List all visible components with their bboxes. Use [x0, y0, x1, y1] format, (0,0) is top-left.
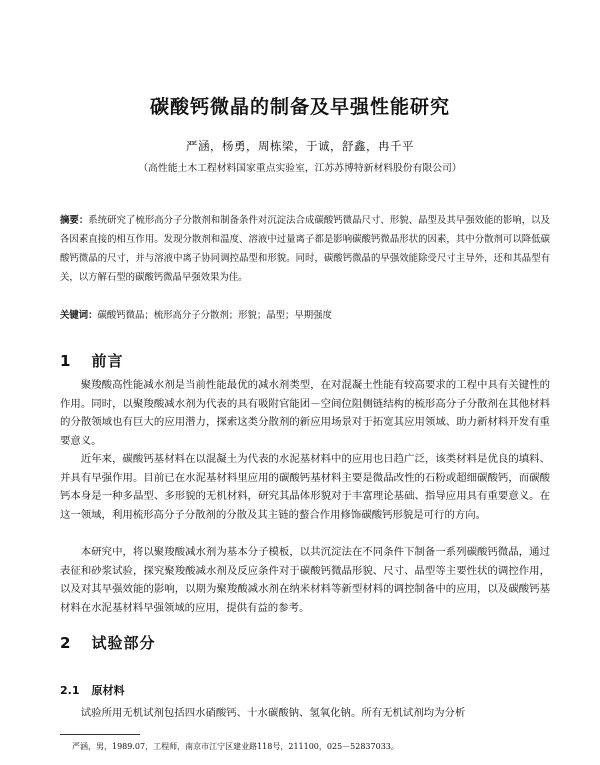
abstract-label: 摘要：: [60, 215, 89, 226]
keywords-text: 碳酸钙微晶；梳形高分子分散剂；形貌；晶型；早期强度: [97, 310, 332, 321]
paper-title: 碳酸钙微晶的制备及早强性能研究: [149, 96, 450, 118]
section-title: 前言: [91, 352, 124, 370]
footnote: 严涵，男，1989.07，工程师，南京市江宁区建业路118号，211100，025－52837033。: [72, 742, 399, 751]
body-paragraph: 本研究中，将以聚羧酸减水剂为基本分子模板，以共沉淀法在不同条件下制备一系列碳酸钙微晶，通过表征和砂浆试验，探究聚羧酸减水剂及反应条件对于碳酸钙微晶形貌、尺寸、晶型等主要性状的调控作用，以及对其早强效能的影响，以期为聚羧酸减水剂在纳米材料等新型材料的调控制备中的应用，以及碳酸钙基材料在水泥基材料早强领域的应用，提供有益的参考。: [60, 546, 550, 614]
subsection-number: 2.1: [60, 684, 80, 697]
section-heading: [60, 350, 123, 371]
subsection-title: 原材料: [91, 684, 125, 697]
section-title: 试验部分: [91, 634, 156, 652]
section-number: 2: [60, 634, 72, 652]
abstract-text: 系统研究了梳形高分子分散剂和制备条件对沉淀法合成碳酸钙微晶尺寸、形貌、晶型及其早强效能的影响，以及各因素直接的相互作用。发现分散剂和温度、溶液中过量离子都是影响碳酸钙微晶形状的因素，其中分散剂可以降低碳酸钙微晶的尺寸，并与溶液中离子协同调控晶型和形貌。同时，碳酸钙微晶的早强效能除受尺寸主导外，还和其晶型有关，以方解石型的碳酸钙微晶早强效果为佳。: [60, 215, 550, 283]
body-paragraph: 近年来，碳酸钙基材料在以混凝土为代表的水泥基材料中的应用也日趋广泛，该类材料是优良的填料、并具有早强作用。目前已在水泥基材料里应用的碳酸钙基材料主要是微晶改性的石粉或超细碳酸钙，而碳酸钙本身是一种多晶型、多形貌的无机材料，研究其晶体形貌对于丰富理论基础、指导应用具有重要意义。在这一领域，利用梳形高分子分散剂的分散及其主链的螯合作用修饰碳酸钙形貌是可行的方向。: [60, 453, 550, 521]
body-paragraph: 试验所用无机试剂包括四水硝酸钙、十水碳酸钠、氢氧化钠。所有无机试剂均为分析: [80, 707, 466, 719]
section-number: 1: [60, 352, 72, 370]
affiliation: （高性能土木工程材料国家重点实验室，江苏苏博特新材料股份有限公司）: [138, 163, 462, 174]
body-paragraph: 聚羧酸高性能减水剂是当前性能最优的减水剂类型，在对混凝土性能有较高要求的工程中具有关键性的作用。同时，以聚羧酸减水剂为代表的具有吸附官能团－空间位阻侧链结构的梳形高分子分散剂在其他材料的分散领域也有巨大的应用潜力，探索这类分散剂的新应用场景对于拓宽其应用领域、助力新材料开发有重要意义。: [60, 379, 550, 447]
keywords-label: 关键词：: [60, 310, 98, 321]
abstract: [60, 211, 550, 287]
footnote-divider: [60, 734, 140, 735]
keywords: [60, 306, 550, 325]
subsection-heading: [60, 682, 125, 698]
section-heading: [60, 632, 155, 653]
author-list: 严涵，杨勇，周栋梁，于诚，舒鑫，冉千平: [186, 139, 414, 153]
